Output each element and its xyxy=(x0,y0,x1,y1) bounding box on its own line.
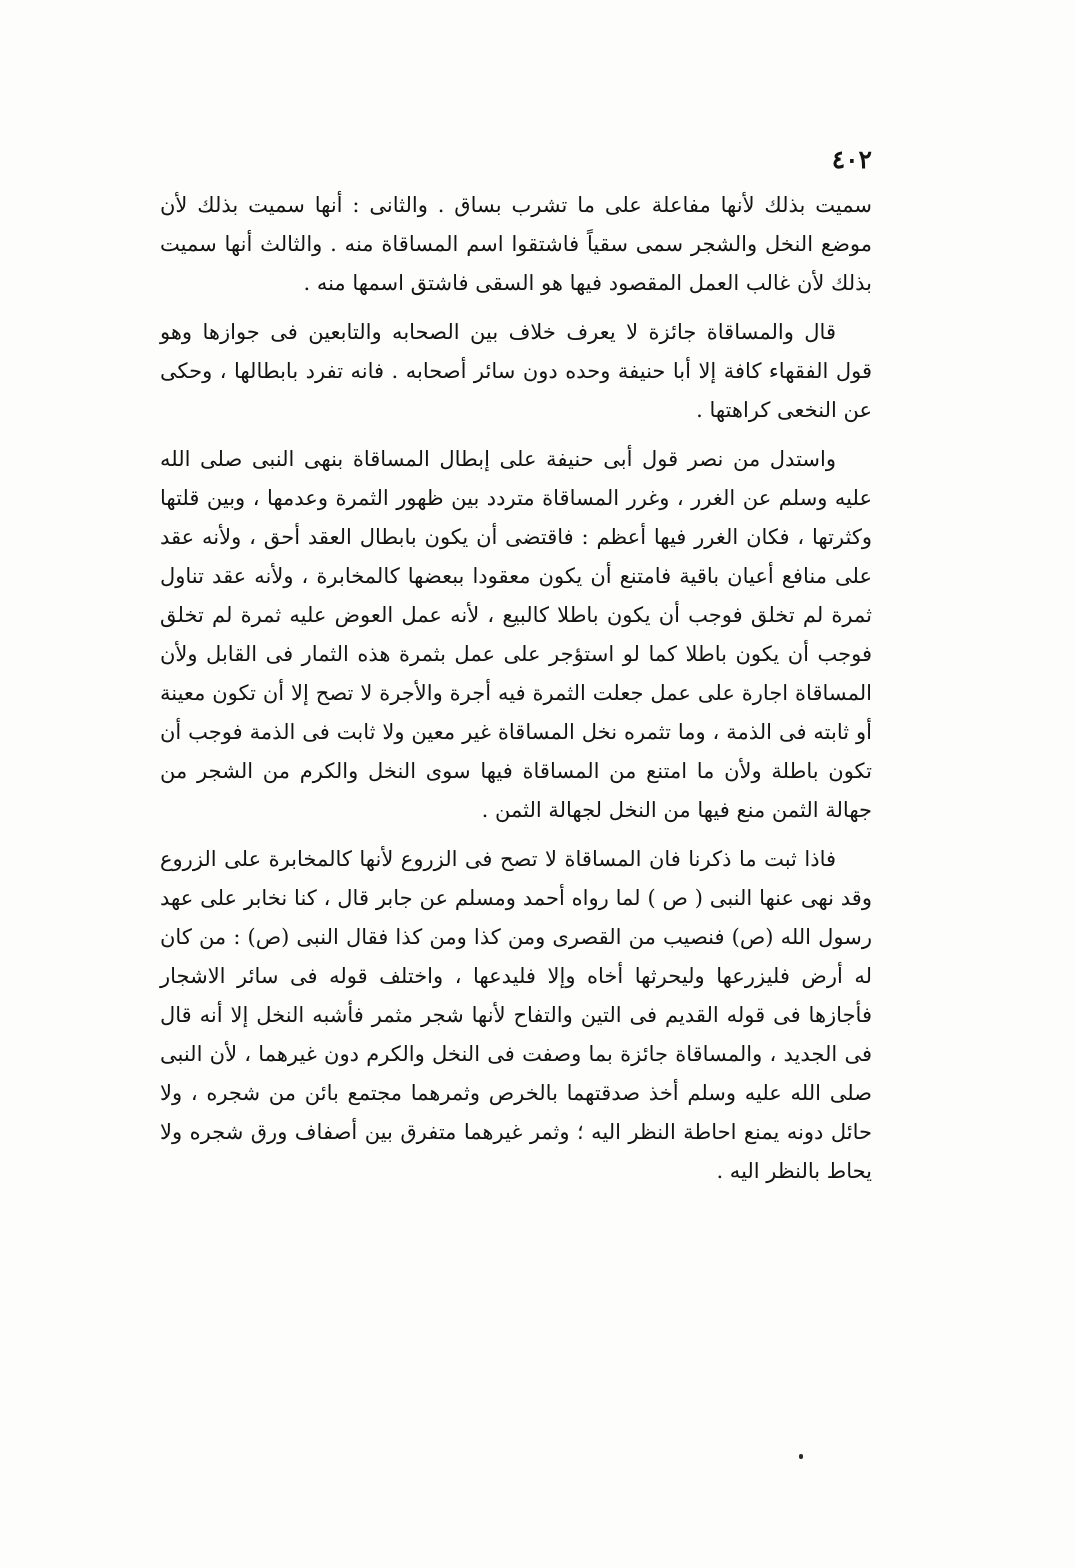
paragraph-2: قال والمساقاة جائزة لا يعرف خلاف بين الصحابه والتابعين فى جوازها وهو قول الفقهاء كافة إلا أبا حنيفة وحده دون سائر أصحابه . فانه تفرد بابطالها ، وحكى عن النخعى كراهتها . xyxy=(160,320,872,422)
paragraph-4: فاذا ثبت ما ذكرنا فان المساقاة لا تصح فى الزروع لأنها كالمخابرة على الزروع وقد نهى عنها النبى ( ص ) لما رواه أحمد ومسلم عن جابر قال ، كنا نخابر على عهد رسول الله (ص) فنصيب من القصرى ومن كذا ومن كذا فقال النبى (ص) : من كان له أرض فليزرعها وليحرثها أخاه وإلا فليدعها ، واختلف قوله فى سائر الاشجار فأجازها فى قوله القديم فى التين والتفاح لأنها شجر مثمر فأشبه النخل إلا أنه قال فى الجديد ، والمساقاة جائزة بما وصفت فى النخل والكرم دون غيرهما ، لأن النبى صلى الله عليه وسلم أخذ صدقتهما بالخرص وثمرهما مجتمع بائن من شجره ، ولا حائل دونه يمنع احاطة النظر اليه ؛ وثمر غيرهما متفرق بين أصفاف ورق شجره ولا يحاط بالنظر اليه . xyxy=(160,847,872,1183)
ink-speck xyxy=(799,1454,803,1459)
body-text xyxy=(160,186,872,1191)
page-number: ٤٠٢ xyxy=(831,145,872,174)
paragraph-3: واستدل من نصر قول أبى حنيفة على إبطال المساقاة بنهى النبى صلى الله عليه وسلم عن الغرر ، وغرر المساقاة متردد بين ظهور الثمرة وعدمها ، وبين قلتها وكثرتها ، فكان الغرر فيها أعظم : فاقتضى أن يكون بابطال العقد أحق ، ولأنه عقد على منافع أعيان باقية فامتنع أن يكون معقودا ببعضها كالمخابرة ، ولأنه عقد تناول ثمرة لم تخلق فوجب أن يكون باطلا كالبيع ، لأنه عمل العوض عليه ثمرة لم تخلق فوجب أن يكون باطلا كما لو استؤجر على عمل بثمرة هذه الثمار فى القابل ولأن المساقاة اجارة على عمل جعلت الثمرة فيه أجرة والأجرة لا تصح إلا أن تكون معينة أو ثابته فى الذمة ، وما تثمره نخل المساقاة غير معين ولا ثابت فى الذمة فوجب أن تكون باطلة ولأن ما امتنع من المساقاة فيها سوى النخل والكرم من الشجر من جهالة الثمن منع فيها من النخل لجهالة الثمن . xyxy=(160,447,872,822)
paragraph-1: سميت بذلك لأنها مفاعلة على ما تشرب بساق . والثانى : أنها سميت بذلك لأن موضع النخل والشجر سمى سقياً فاشتقوا اسم المساقاة منه . والثالث أنها سميت بذلك لأن غالب العمل المقصود فيها هو السقى فاشتق اسمها منه . xyxy=(160,193,872,295)
